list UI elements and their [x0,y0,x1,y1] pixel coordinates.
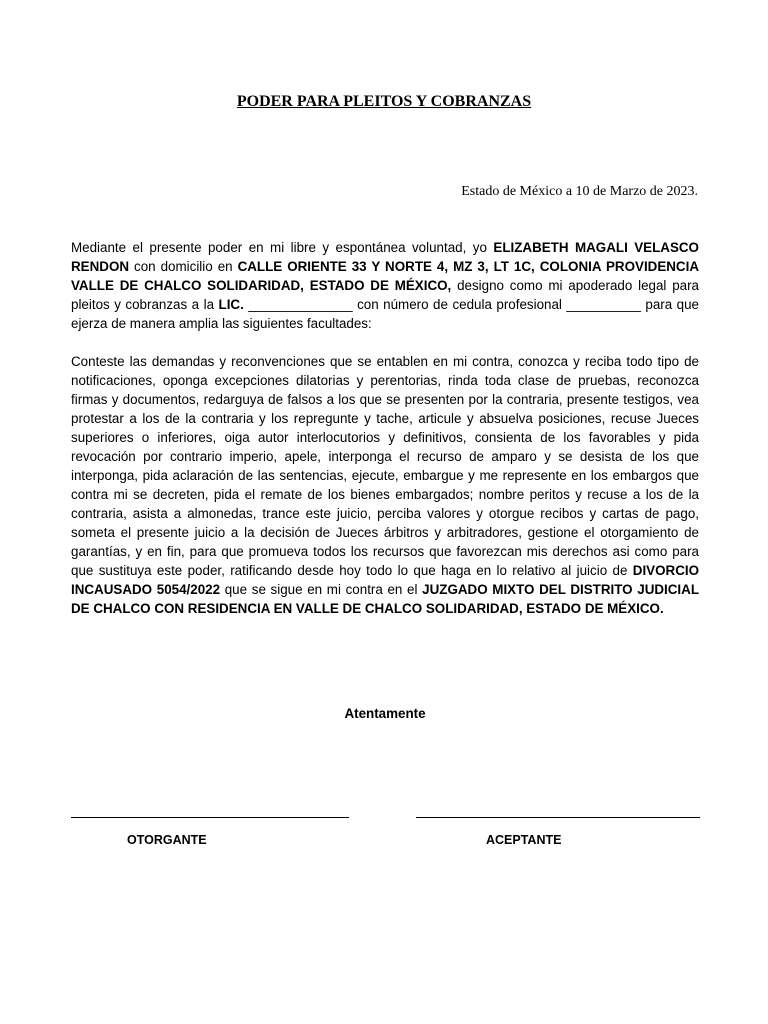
signature-line-grantor [71,817,349,818]
paragraph-designation [71,238,699,333]
paragraph-faculties [71,352,699,618]
signature-label-acceptor: ACEPTANTE [486,833,562,847]
signature-label-grantor: OTORGANTE [127,833,207,847]
p1-text-4: ______________ con número de cedula profesional __________ para que ejerza de manera amplia las siguientes facultades: [71,297,700,331]
p2-text-1: Conteste las demandas y reconvenciones que se entablen en mi contra, conozca y reciba todo tipo de notificaciones, oponga excepciones dilatorias y perentorias, rinda toda clase de pruebas, reconozca firmas y documentos, redarguya de falsos a los que se presenten por la contraria, presente testigos, vea protestar a los de la contraria y los repregunte y tache, articule y absuelva posiciones, recuse Jueces superiores o inferiores, oiga autor interlocutorios y definitivos, consienta de los favorables y pida revocación por contrario imperio, apele, interponga el recurso de amparo y se desista de los que interponga, pida aclaración de las sentencias, ejecute, embargue y me represente en los embargos que contra mi se decreten, pida el remate de los bienes embargados; nombre peritos y recuse a los de la contraria, asista a almonedas, trance este juicio, perciba valores y otorgue recibos y cartas de pago, someta el presente juicio a la decisión de Jueces árbitros y arbitradores, gestione el otorgamiento de garantías, y en fin, para que promueva todos los recursos que favorezcan mis derechos asi como para que sustituya este poder, ratificando desde hoy todo lo que haga en lo relativo al juicio de [71,354,699,578]
closing-text: Atentamente [344,706,426,721]
court-name: JUZGADO MIXTO DEL DISTRITO JUDICIAL DE CHALCO CON RESIDENCIA EN VALLE DE CHALCO SOLIDARIDAD, ESTADO DE MÉXICO. [71,582,699,616]
document-title: PODER PARA PLEITOS Y COBRANZAS [236,93,532,110]
signature-line-acceptor [416,817,700,818]
p1-text-2: con domicilio en [129,259,238,274]
p1-text-3: designo como mi apoderado legal para pleitos y cobranzas a la [71,278,699,312]
grantor-address: CALLE ORIENTE 33 Y NORTE 4, MZ 3, LT 1C, COLONIA PROVIDENCIA VALLE DE CHALCO SOLIDARIDAD, ESTADO DE MÉXICO, [71,259,699,293]
p2-text-2: que se sigue en mi contra en el [220,582,423,597]
p1-text-1: Mediante el presente poder en mi libre y espontánea voluntad, yo [71,240,494,255]
grantor-name: ELIZABETH MAGALI VELASCO RENDON [71,240,699,274]
date-line: Estado de México a 10 de Marzo de 2023. [461,184,698,199]
lic-title: LIC. [218,297,244,312]
case-reference: DIVORCIO INCAUSADO 5054/2022 [71,563,699,597]
